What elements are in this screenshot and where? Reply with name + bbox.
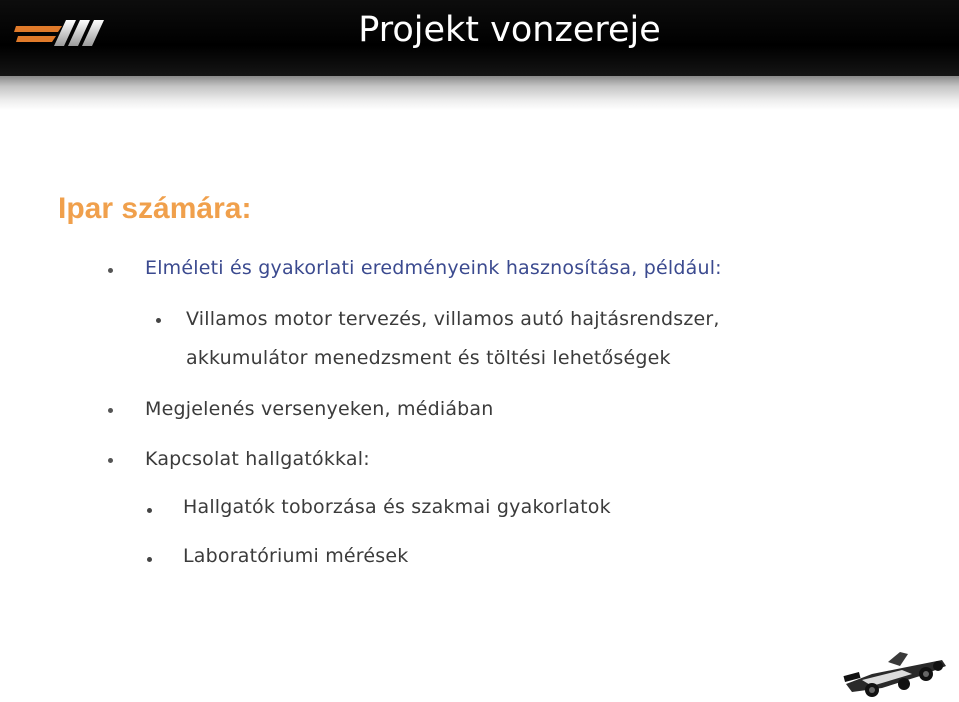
list-item: Villamos motor tervezés, villamos autó hajtásrendszer, — [186, 308, 720, 330]
list-item: Laboratóriumi mérések — [183, 545, 409, 567]
list-item: Hallgatók toborzása és szakmai gyakorlatok — [183, 496, 611, 518]
bullet-icon — [108, 268, 113, 273]
bullet-icon — [108, 458, 113, 463]
slide-title: Projekt vonzereje — [358, 10, 661, 50]
section-heading: Ipar számára: — [58, 192, 252, 225]
bullet-icon — [156, 318, 161, 323]
list-item: Elméleti és gyakorlati eredményeink hasznosítása, például: — [145, 257, 722, 279]
bullet-icon — [147, 557, 152, 562]
bullet-icon — [147, 508, 152, 513]
list-item: Kapcsolat hallgatókkal: — [145, 448, 370, 470]
bullet-icon — [108, 408, 113, 413]
list-item: Megjelenés versenyeken, médiában — [145, 398, 494, 420]
race-car-icon — [842, 644, 952, 699]
header-bar — [0, 0, 959, 76]
header-reflection — [0, 76, 959, 110]
list-item: akkumulátor menedzsment és töltési lehetőségek — [186, 347, 671, 369]
